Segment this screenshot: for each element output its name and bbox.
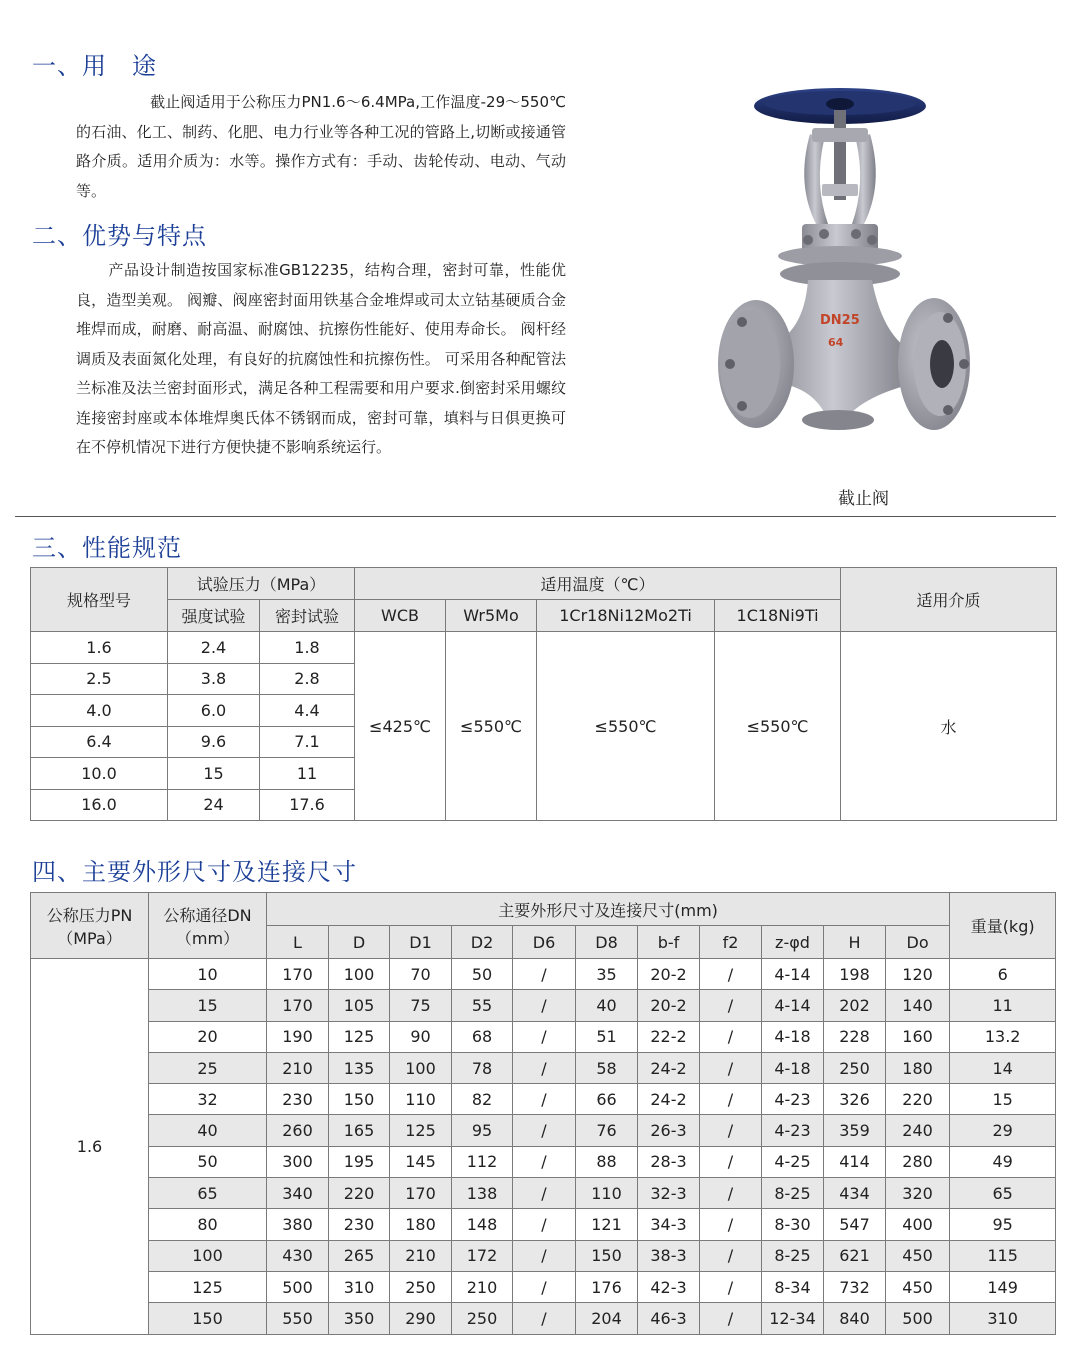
table-row [31, 990, 1056, 1021]
cell-dimension: 265 [329, 1240, 390, 1271]
cell-seal: 1.8 [260, 632, 355, 664]
valve-marking-pn: 64 [828, 336, 844, 349]
cell-weight: 13.2 [950, 1021, 1056, 1052]
cell-dimension: 170 [390, 1178, 452, 1209]
cell-dimension: 82 [452, 1084, 513, 1115]
cell-dimension: 105 [329, 990, 390, 1021]
cell-dimension: 220 [329, 1178, 390, 1209]
cell-strength: 9.6 [168, 726, 260, 758]
cell-dimension: / [700, 959, 762, 990]
performance-table [30, 567, 1057, 821]
header-dimension: D2 [452, 926, 513, 959]
header-dimension: f2 [700, 926, 762, 959]
cell-dimension: / [513, 1240, 576, 1271]
cell-dimension: 138 [452, 1178, 513, 1209]
cell-nominal-diameter: 20 [149, 1021, 267, 1052]
cell-dimension: 621 [824, 1240, 886, 1271]
cell-dimension: 24-2 [638, 1052, 700, 1083]
header-material: Wr5Mo [446, 600, 537, 632]
cell-dimension: 4-18 [762, 1021, 824, 1052]
cell-weight: 14 [950, 1052, 1056, 1083]
globe-valve-image [712, 84, 982, 454]
cell-nominal-diameter: 25 [149, 1052, 267, 1083]
cell-nominal-diameter: 15 [149, 990, 267, 1021]
cell-weight: 65 [950, 1178, 1056, 1209]
cell-temperature: ≤425℃ [355, 632, 446, 821]
cell-dimension: 125 [390, 1115, 452, 1146]
cell-dimension: 210 [452, 1271, 513, 1302]
header-model: 规格型号 [31, 568, 168, 632]
cell-dimension: 135 [329, 1052, 390, 1083]
cell-dimension: 170 [267, 990, 329, 1021]
cell-dimension: 26-3 [638, 1115, 700, 1146]
section-heading-performance: 三、性能规范 [32, 534, 182, 562]
cell-dimension: 359 [824, 1115, 886, 1146]
cell-temperature: ≤550℃ [446, 632, 537, 821]
header-dn-unit: （mm） [175, 928, 240, 948]
cell-dimension: / [700, 1052, 762, 1083]
cell-dimension: 202 [824, 990, 886, 1021]
cell-nominal-diameter: 10 [149, 959, 267, 990]
cell-nominal-diameter: 50 [149, 1146, 267, 1177]
cell-dimension: 340 [267, 1178, 329, 1209]
cell-dimension: / [700, 1303, 762, 1334]
cell-strength: 2.4 [168, 632, 260, 664]
cell-dimension: 34-3 [638, 1209, 700, 1240]
cell-nominal-pressure: 1.6 [31, 959, 149, 1335]
cell-dimension: / [700, 1021, 762, 1052]
cell-dimension: 4-23 [762, 1084, 824, 1115]
cell-dimension: 70 [390, 959, 452, 990]
cell-weight: 15 [950, 1084, 1056, 1115]
cell-weight: 29 [950, 1115, 1056, 1146]
header-dimension: D1 [390, 926, 452, 959]
cell-dimension: 4-18 [762, 1052, 824, 1083]
header-pn-unit: （MPa） [57, 928, 122, 948]
cell-dimension: 66 [576, 1084, 638, 1115]
cell-dimension: 148 [452, 1209, 513, 1240]
cell-model: 2.5 [31, 663, 168, 695]
cell-medium: 水 [841, 632, 1057, 821]
cell-dimension: 22-2 [638, 1021, 700, 1052]
cell-dimension: 100 [329, 959, 390, 990]
cell-weight: 115 [950, 1240, 1056, 1271]
cell-dimension: / [513, 1146, 576, 1177]
cell-dimension: 140 [886, 990, 950, 1021]
cell-dimension: / [513, 1209, 576, 1240]
cell-dimension: 250 [452, 1303, 513, 1334]
cell-dimension: 250 [390, 1271, 452, 1302]
cell-dimension: 76 [576, 1115, 638, 1146]
header-medium: 适用介质 [841, 568, 1057, 632]
cell-dimension: / [700, 1271, 762, 1302]
cell-dimension: 110 [576, 1178, 638, 1209]
cell-dimension: 195 [329, 1146, 390, 1177]
cell-dimension: 230 [329, 1209, 390, 1240]
cell-dimension: 150 [329, 1084, 390, 1115]
cell-dimension: 112 [452, 1146, 513, 1177]
cell-dimension: 450 [886, 1240, 950, 1271]
cell-dimension: / [513, 1021, 576, 1052]
cell-model: 4.0 [31, 695, 168, 727]
cell-dimension: 50 [452, 959, 513, 990]
cell-dimension: 310 [329, 1271, 390, 1302]
cell-dimension: 24-2 [638, 1084, 700, 1115]
cell-dimension: / [700, 1115, 762, 1146]
cell-dimension: 38-3 [638, 1240, 700, 1271]
cell-weight: 49 [950, 1146, 1056, 1177]
features-paragraph [76, 256, 566, 463]
cell-dimension: 840 [824, 1303, 886, 1334]
cell-dimension: 8-30 [762, 1209, 824, 1240]
valve-marking-dn: DN25 [820, 313, 860, 328]
cell-dimension: 28-3 [638, 1146, 700, 1177]
cell-dimension: 320 [886, 1178, 950, 1209]
header-dimension: D8 [576, 926, 638, 959]
dimensions-table [30, 892, 1056, 1335]
cell-dimension: 240 [886, 1115, 950, 1146]
cell-dimension: 300 [267, 1146, 329, 1177]
cell-dimension: 500 [886, 1303, 950, 1334]
cell-dimension: 198 [824, 959, 886, 990]
cell-model: 10.0 [31, 758, 168, 790]
cell-dimension: 100 [390, 1052, 452, 1083]
section-heading-usage: 一、用 途 [32, 52, 157, 80]
cell-seal: 11 [260, 758, 355, 790]
cell-dimension: 4-25 [762, 1146, 824, 1177]
header-dimension: Do [886, 926, 950, 959]
cell-dimension: 125 [329, 1021, 390, 1052]
table-row [31, 1178, 1056, 1209]
cell-dimension: 95 [452, 1115, 513, 1146]
cell-dimension: 20-2 [638, 990, 700, 1021]
cell-dimension: 190 [267, 1021, 329, 1052]
cell-dimension: / [513, 1052, 576, 1083]
cell-dimension: 172 [452, 1240, 513, 1271]
cell-dimension: 51 [576, 1021, 638, 1052]
header-strength-test: 强度试验 [168, 600, 260, 632]
cell-model: 6.4 [31, 726, 168, 758]
usage-text: 截止阀适用于公称压力PN1.6～6.4MPa,工作温度-29～550℃的石油、化工、制药、化肥、电力行业等各种工况的管路上,切断或接通管路介质。适用介质为：水等。操作方式有：手动、齿轮传动、电动、气动等。 [76, 93, 566, 200]
cell-dimension: 230 [267, 1084, 329, 1115]
cell-dimension: 170 [267, 959, 329, 990]
table-row [31, 1303, 1056, 1334]
cell-strength: 15 [168, 758, 260, 790]
header-nominal-diameter [149, 893, 267, 959]
cell-dimension: 326 [824, 1084, 886, 1115]
cell-nominal-diameter: 150 [149, 1303, 267, 1334]
cell-dimension: 180 [886, 1052, 950, 1083]
usage-paragraph [76, 88, 566, 206]
header-dn-label: 公称通径DN [163, 905, 252, 925]
cell-dimension: 20-2 [638, 959, 700, 990]
cell-strength: 3.8 [168, 663, 260, 695]
cell-seal: 7.1 [260, 726, 355, 758]
cell-dimension: 46-3 [638, 1303, 700, 1334]
header-dimension: z-φd [762, 926, 824, 959]
cell-dimension: 260 [267, 1115, 329, 1146]
table-row [31, 959, 1056, 990]
cell-dimension: 380 [267, 1209, 329, 1240]
cell-dimension: / [513, 959, 576, 990]
cell-dimension: 400 [886, 1209, 950, 1240]
cell-dimension: 220 [886, 1084, 950, 1115]
cell-dimension: 430 [267, 1240, 329, 1271]
cell-dimension: 176 [576, 1271, 638, 1302]
table-row [31, 632, 1057, 664]
cell-nominal-diameter: 40 [149, 1115, 267, 1146]
header-material: 1C18Ni9Ti [715, 600, 841, 632]
cell-dimension: 110 [390, 1084, 452, 1115]
cell-dimension: / [513, 1303, 576, 1334]
cell-dimension: / [700, 1209, 762, 1240]
section-heading-features: 二、优势与特点 [32, 222, 207, 250]
cell-dimension: / [700, 1178, 762, 1209]
cell-dimension: 160 [886, 1021, 950, 1052]
header-dimension: H [824, 926, 886, 959]
cell-dimension: / [513, 990, 576, 1021]
cell-dimension: 88 [576, 1146, 638, 1177]
cell-dimension: / [513, 1271, 576, 1302]
cell-dimension: 210 [390, 1240, 452, 1271]
cell-dimension: / [513, 1178, 576, 1209]
cell-model: 1.6 [31, 632, 168, 664]
cell-dimension: 35 [576, 959, 638, 990]
cell-dimension: 250 [824, 1052, 886, 1083]
table-row [31, 1052, 1056, 1083]
cell-nominal-diameter: 125 [149, 1271, 267, 1302]
cell-weight: 6 [950, 959, 1056, 990]
cell-dimension: 280 [886, 1146, 950, 1177]
cell-dimension: / [700, 1240, 762, 1271]
cell-dimension: 55 [452, 990, 513, 1021]
cell-dimension: / [513, 1115, 576, 1146]
cell-nominal-diameter: 65 [149, 1178, 267, 1209]
cell-nominal-diameter: 80 [149, 1209, 267, 1240]
cell-dimension: 8-25 [762, 1240, 824, 1271]
cell-dimension: 290 [390, 1303, 452, 1334]
cell-dimension: 90 [390, 1021, 452, 1052]
cell-dimension: 210 [267, 1052, 329, 1083]
cell-weight: 149 [950, 1271, 1056, 1302]
cell-dimension: 68 [452, 1021, 513, 1052]
header-dimension: D [329, 926, 390, 959]
cell-dimension: 228 [824, 1021, 886, 1052]
header-dimension: b-f [638, 926, 700, 959]
features-text: 产品设计制造按国家标准GB12235，结构合理，密封可靠，性能优良，造型美观。 阀瓣、阀座密封面用铁基合金堆焊或司太立钴基硬质合金堆焊而成，耐磨、耐高温、耐腐蚀、抗擦伤性能好、使用寿命长。 阀杆经调质及表面氮化处理，有良好的抗腐蚀性和抗擦伤性。 可采用各种配管法兰标准及法兰密封面形式，满足各种工程需要和用户要求.倒密封采用螺纹连接密封座或本体堆焊奥氏体不锈钢而成，密封可靠，填料与日俱更换可在不停机情况下进行方便快捷不影响系统运行。 [76, 261, 566, 456]
table-row [31, 1240, 1056, 1271]
table-row [31, 1084, 1056, 1115]
cell-temperature: ≤550℃ [537, 632, 715, 821]
cell-dimension: 78 [452, 1052, 513, 1083]
header-temperature: 适用温度（℃） [355, 568, 841, 600]
header-nominal-pressure [31, 893, 149, 959]
cell-model: 16.0 [31, 789, 168, 821]
cell-dimension: 8-34 [762, 1271, 824, 1302]
header-material: 1Cr18Ni12Mo2Ti [537, 600, 715, 632]
header-seal-test: 密封试验 [260, 600, 355, 632]
cell-dimension: 732 [824, 1271, 886, 1302]
header-material: WCB [355, 600, 446, 632]
cell-dimension: / [700, 990, 762, 1021]
product-caption: 截止阀 [838, 489, 889, 509]
header-test-pressure: 试验压力（MPa） [168, 568, 355, 600]
cell-dimension: 350 [329, 1303, 390, 1334]
cell-strength: 24 [168, 789, 260, 821]
table-row [31, 1146, 1056, 1177]
header-pn-label: 公称压力PN [46, 905, 133, 925]
cell-dimension: / [700, 1146, 762, 1177]
cell-dimension: 40 [576, 990, 638, 1021]
section-heading-dimensions: 四、主要外形尺寸及连接尺寸 [32, 858, 357, 886]
cell-dimension: 204 [576, 1303, 638, 1334]
cell-dimension: 120 [886, 959, 950, 990]
header-dimension: D6 [513, 926, 576, 959]
cell-weight: 310 [950, 1303, 1056, 1334]
header-dimension: L [267, 926, 329, 959]
header-weight: 重量(kg) [950, 893, 1056, 959]
cell-dimension: 414 [824, 1146, 886, 1177]
cell-dimension: / [513, 1084, 576, 1115]
cell-weight: 11 [950, 990, 1056, 1021]
cell-seal: 4.4 [260, 695, 355, 727]
cell-dimension: 4-14 [762, 959, 824, 990]
cell-dimension: 145 [390, 1146, 452, 1177]
cell-dimension: 550 [267, 1303, 329, 1334]
cell-dimension: 32-3 [638, 1178, 700, 1209]
cell-dimension: 450 [886, 1271, 950, 1302]
cell-dimension: 547 [824, 1209, 886, 1240]
cell-seal: 2.8 [260, 663, 355, 695]
cell-dimension: 434 [824, 1178, 886, 1209]
cell-temperature: ≤550℃ [715, 632, 841, 821]
cell-nominal-diameter: 32 [149, 1084, 267, 1115]
cell-dimension: 8-25 [762, 1178, 824, 1209]
cell-dimension: / [700, 1084, 762, 1115]
cell-seal: 17.6 [260, 789, 355, 821]
cell-dimension: 150 [576, 1240, 638, 1271]
cell-dimension: 75 [390, 990, 452, 1021]
section-divider [15, 516, 1056, 517]
cell-nominal-diameter: 100 [149, 1240, 267, 1271]
cell-dimension: 500 [267, 1271, 329, 1302]
header-dimension-group: 主要外形尺寸及连接尺寸(mm) [267, 893, 950, 926]
cell-dimension: 58 [576, 1052, 638, 1083]
table-row [31, 1115, 1056, 1146]
cell-dimension: 42-3 [638, 1271, 700, 1302]
table-row [31, 1021, 1056, 1052]
cell-dimension: 165 [329, 1115, 390, 1146]
cell-dimension: 12-34 [762, 1303, 824, 1334]
cell-dimension: 121 [576, 1209, 638, 1240]
cell-strength: 6.0 [168, 695, 260, 727]
cell-weight: 95 [950, 1209, 1056, 1240]
cell-dimension: 4-23 [762, 1115, 824, 1146]
cell-dimension: 4-14 [762, 990, 824, 1021]
cell-dimension: 180 [390, 1209, 452, 1240]
table-row [31, 1209, 1056, 1240]
table-row [31, 1271, 1056, 1302]
